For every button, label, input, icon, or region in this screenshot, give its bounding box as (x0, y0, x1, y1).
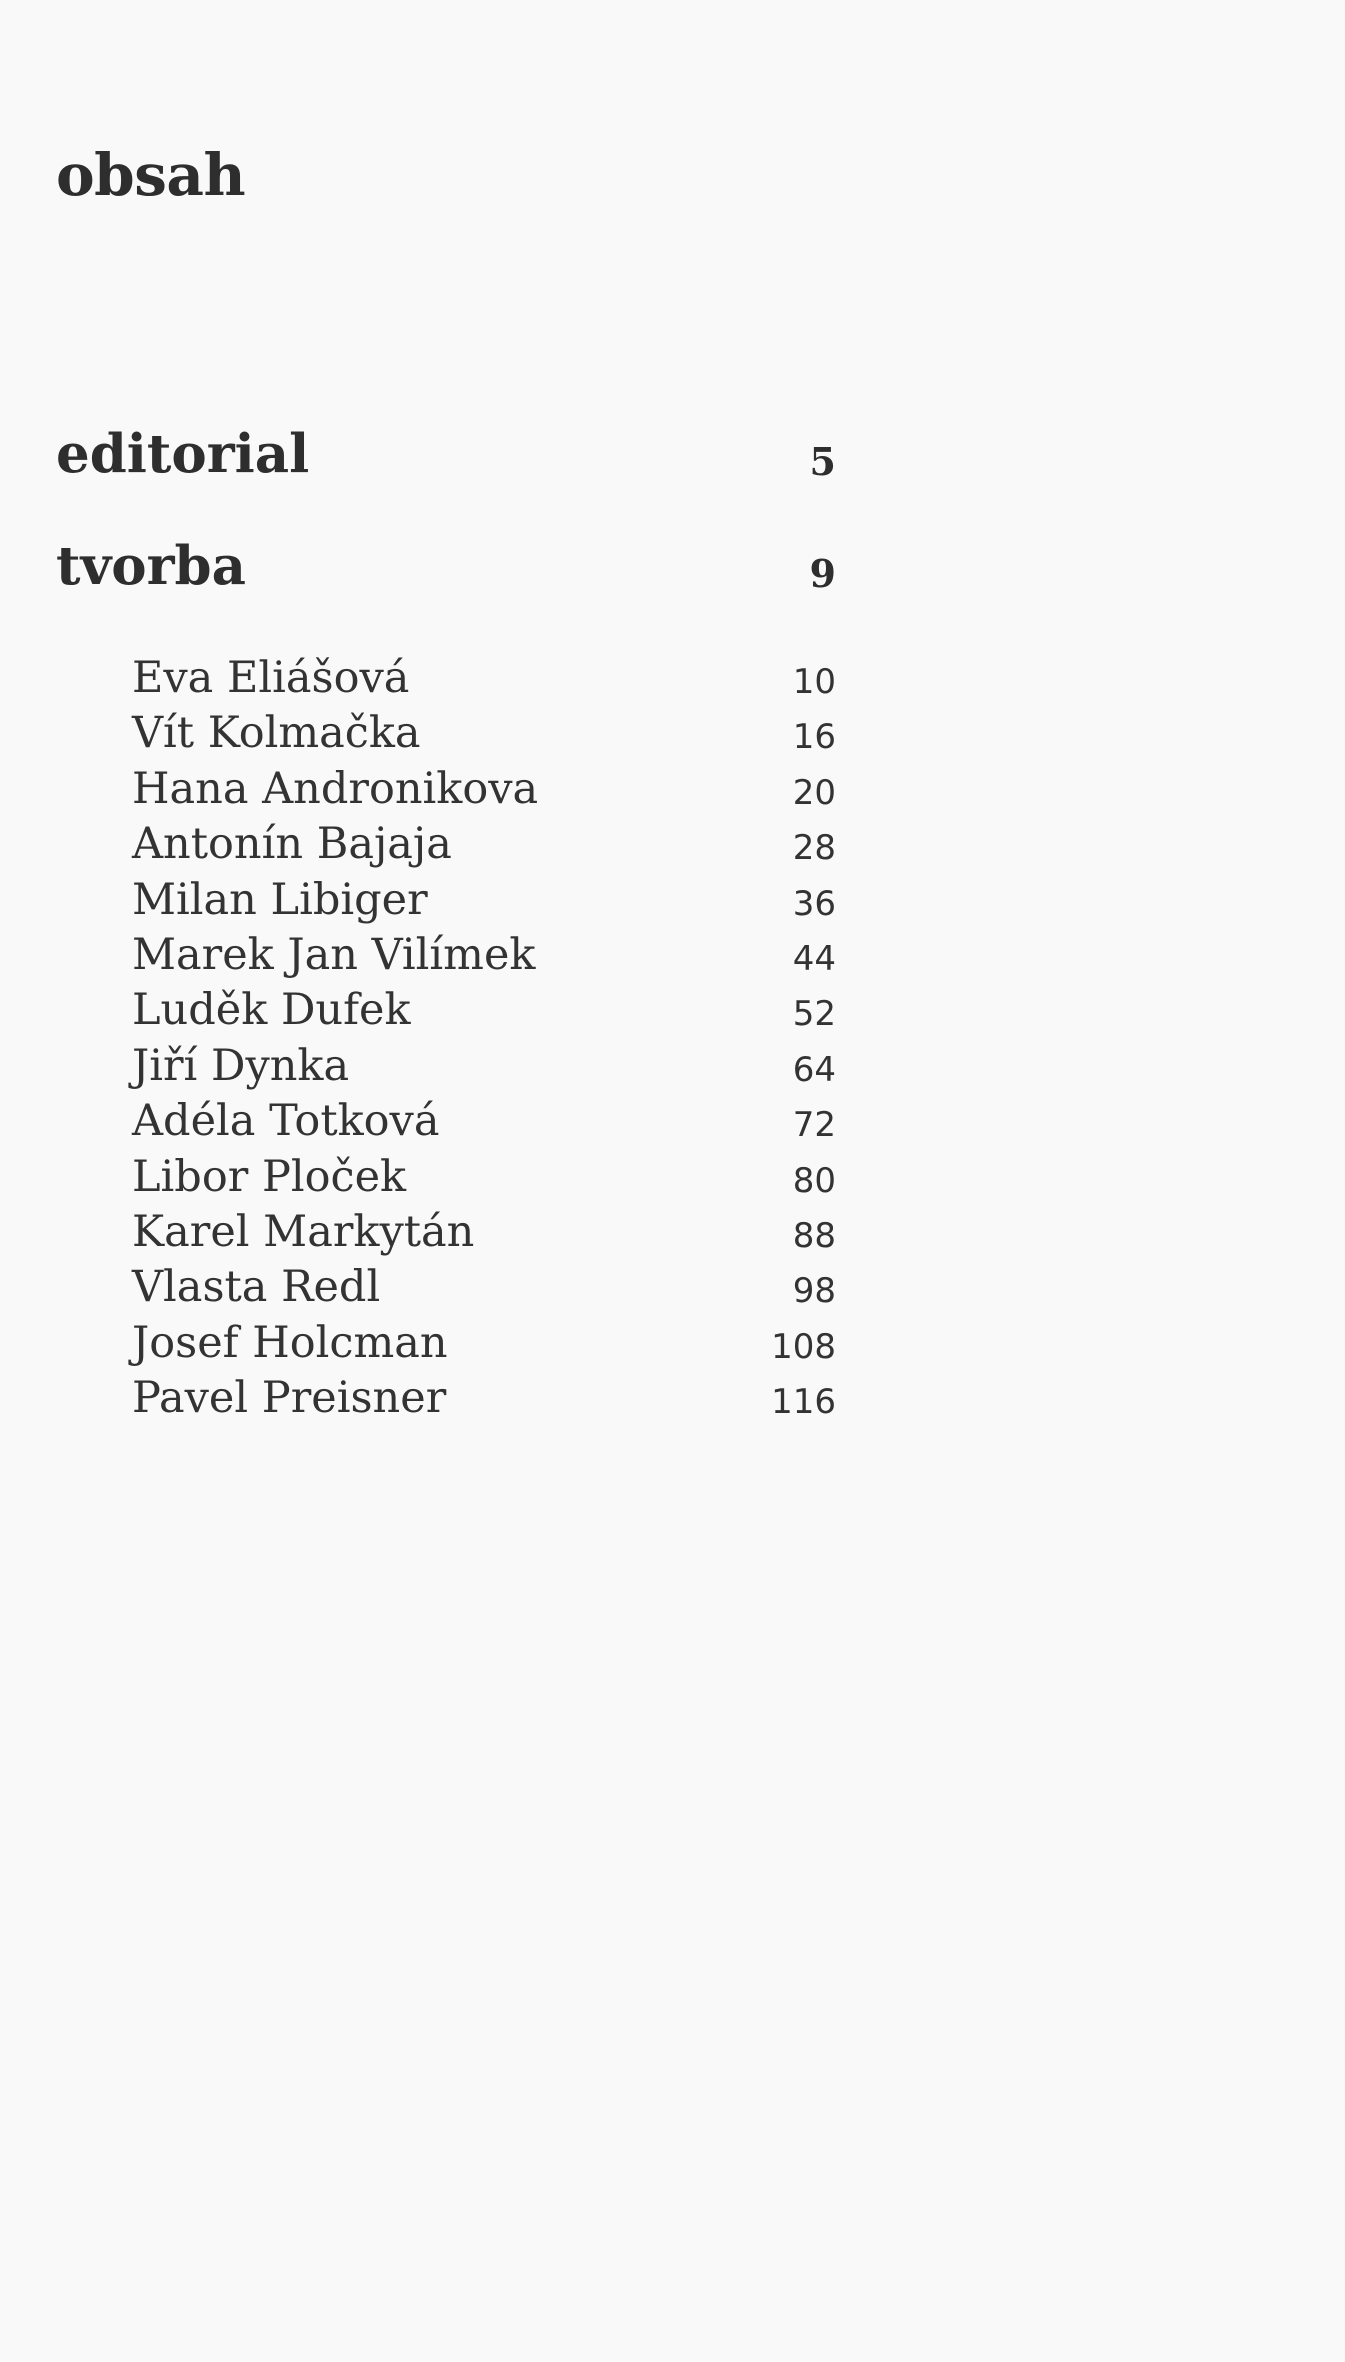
entry-author-name: Josef Holcman (132, 1317, 448, 1368)
entry-page-number: 116 (771, 1382, 836, 1423)
toc-entry[interactable] (132, 706, 836, 761)
toc-entry[interactable] (132, 873, 836, 928)
entry-page-number: 88 (792, 1215, 836, 1256)
entry-author-name: Hana Andronikova (132, 763, 539, 814)
section-page-number: 5 (809, 439, 836, 484)
entry-page-number: 16 (792, 717, 836, 758)
entry-page-number: 52 (792, 994, 836, 1035)
toc-entry[interactable] (132, 1260, 836, 1315)
entry-author-name: Luděk Dufek (132, 985, 411, 1036)
toc-entry[interactable] (132, 1094, 836, 1149)
section-page-number: 9 (809, 551, 836, 596)
entry-page-number: 36 (792, 883, 836, 924)
toc-entry[interactable] (132, 928, 836, 983)
toc-entry[interactable] (132, 762, 836, 817)
entry-page-number: 108 (771, 1326, 836, 1367)
entry-page-number: 72 (792, 1105, 836, 1146)
page-title: obsah (56, 141, 246, 209)
toc-entry[interactable] (132, 1371, 836, 1426)
entry-page-number: 44 (792, 938, 836, 979)
section-title: editorial (56, 423, 310, 485)
entry-author-name: Karel Markytán (132, 1206, 475, 1257)
entry-author-name: Marek Jan Vilímek (132, 929, 536, 980)
entry-page-number: 20 (792, 772, 836, 813)
entry-page-number: 98 (792, 1271, 836, 1312)
toc-entry-list (132, 651, 836, 1426)
entry-page-number: 80 (792, 1160, 836, 1201)
entry-author-name: Milan Libiger (132, 874, 428, 925)
entry-author-name: Adéla Totková (132, 1096, 440, 1147)
entry-page-number: 28 (792, 828, 836, 869)
toc-entry[interactable] (132, 817, 836, 872)
entry-author-name: Pavel Preisner (132, 1373, 447, 1424)
entry-page-number: 10 (792, 662, 836, 702)
entry-author-name: Vlasta Redl (132, 1262, 381, 1313)
toc-entry[interactable] (132, 1205, 836, 1260)
toc-entry[interactable] (132, 1039, 836, 1094)
section-title: tvorba (56, 535, 246, 597)
entry-page-number: 64 (792, 1049, 836, 1090)
entry-author-name: Libor Ploček (132, 1151, 407, 1202)
toc-entry[interactable] (132, 1316, 836, 1371)
toc-entry[interactable] (132, 651, 836, 706)
entry-author-name: Jiří Dynka (132, 1040, 350, 1091)
toc-entry[interactable] (132, 983, 836, 1038)
entry-author-name: Eva Eliášová (132, 653, 410, 703)
toc-section-tvorba[interactable] (56, 531, 836, 601)
entry-author-name: Vít Kolmačka (132, 708, 421, 759)
toc-entry[interactable] (132, 1150, 836, 1205)
entry-author-name: Antonín Bajaja (132, 819, 452, 870)
toc-section-editorial[interactable] (56, 419, 836, 489)
